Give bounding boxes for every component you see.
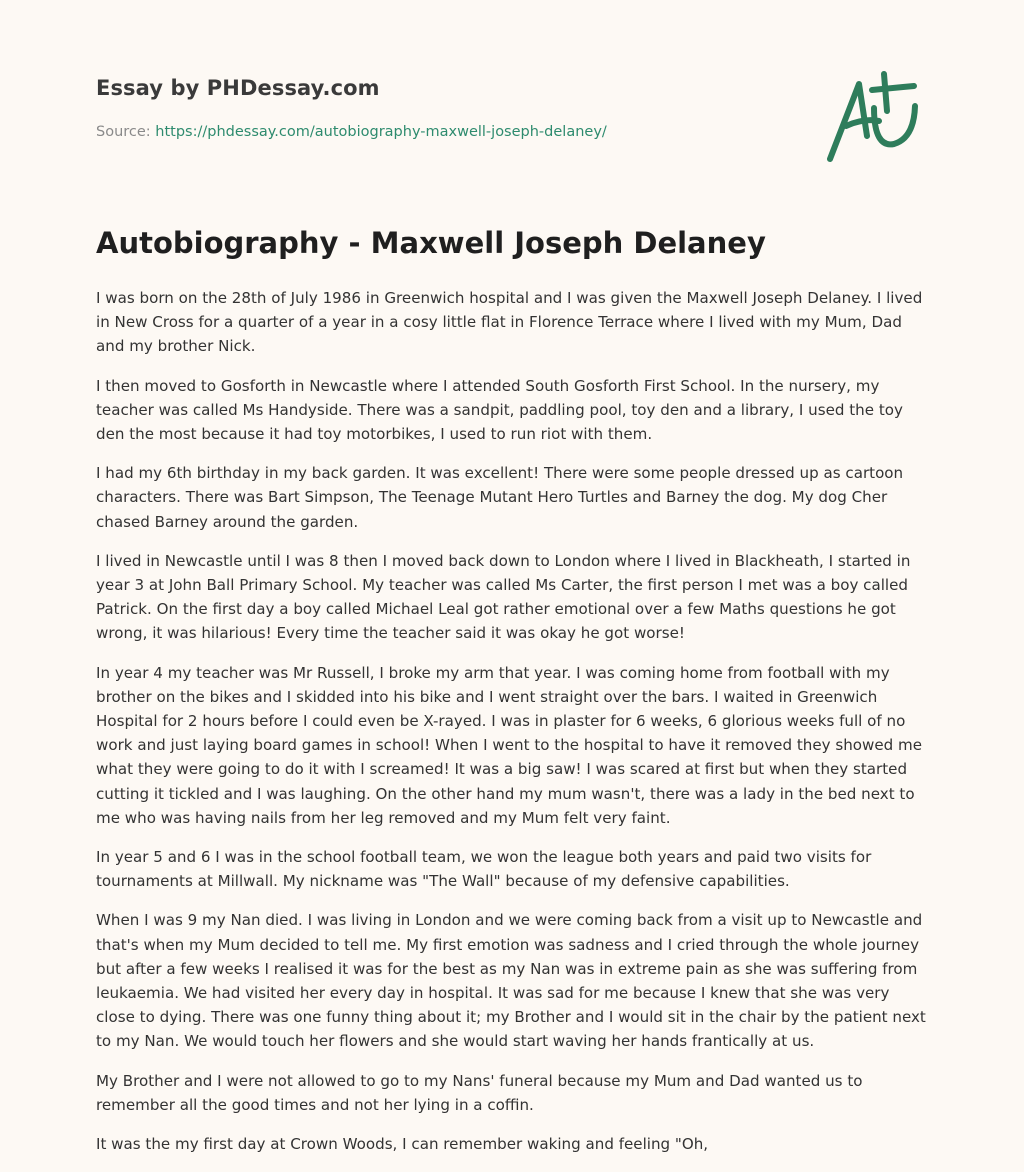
source-link[interactable]: https://phdessay.com/autobiography-maxwell-joseph-delaney/	[155, 124, 607, 140]
source-label: Source:	[96, 124, 151, 140]
site-brand: Essay by PHDessay.com	[96, 76, 380, 100]
paragraph: I had my 6th birthday in my back garden. It was excellent! There were some people dressed up as cartoon characters. There was Bart Simpson, The Teenage Mutant Hero Turtles and Barney the dog. My dog Cher chased Barney around the garden.	[96, 464, 904, 531]
paragraph: In year 5 and 6 I was in the school football team, we won the league both years and paid two visits for tournaments at Millwall. My nickname was "The Wall" because of my defensive capabilities.	[96, 848, 872, 891]
paragraph: When I was 9 my Nan died. I was living in London and we were coming back from a visit up to Newcastle and that's when my Mum decided to tell me. My first emotion was sadness and I cried through the whole journey but after a few weeks I realised it was for the best as my Nan was in extreme pain as she was suffering from leukaemia. We had visited her every day in hospital. It was sad for me because I knew that she was very close to dying. There was one funny thing about it; my Brother and I would sit in the chair by the patient next to my Nan. We would touch her flowers and she would start waving her hands frantically at us.	[96, 911, 926, 1051]
article-body	[96, 286, 932, 1171]
article-title: Autobiography - Maxwell Joseph Delaney	[96, 226, 766, 260]
paragraph: It was the my first day at Crown Woods, I can remember waking and feeling "Oh,	[96, 1135, 709, 1154]
paragraph: My Brother and I were not allowed to go to my Nans' funeral because my Mum and Dad wanted us to remember all the good times and not her lying in a coffin.	[96, 1071, 863, 1114]
paragraph: I was born on the 28th of July 1986 in Greenwich hospital and I was given the Maxwell Joseph Delaney. I lived in New Cross for a quarter of a year in a cosy little flat in Florence Terrace where I lived with my Mum, Dad and my brother Nick.	[96, 289, 923, 356]
source-line	[96, 124, 607, 140]
paragraph: I then moved to Gosforth in Newcastle where I attended South Gosforth First School. In the nursery, my teacher was called Ms Handyside. There was a sandpit, paddling pool, toy den and a library, I used the toy den the most because it had toy motorbikes, I used to run riot with them.	[96, 376, 903, 444]
paragraph: I lived in Newcastle until I was 8 then I moved back down to London where I lived in Blackheath, I started in year 3 at John Ball Primary School. My teacher was called Ms Carter, the first person I met was a boy called Patrick. On the first day a boy called Michael Leal got rather emotional over a few Maths questions he got wrong, it was hilarious! Every time the teacher said it was okay he got worse!	[96, 551, 911, 643]
a-plus-logo-icon	[822, 66, 928, 166]
paragraph: In year 4 my teacher was Mr Russell, I broke my arm that year. I was coming home from football with my brother on the bikes and I skidded into his bike and I went straight over the bars. I waited in Greenwich Hospital for 2 hours before I could even be X-rayed. I was in plaster for 6 weeks, 6 glorious weeks full of no work and just laying board games in school! When I went to the hospital to have it removed they showed me what they were going to do it with I screamed! It was a big saw! I was scared at first but when they started cutting it tickled and I was laughing. On the other hand my mum wasn't, there was a lady in the bed next to me who was having nails from her leg removed and my Mum felt very faint.	[96, 663, 923, 827]
page-header	[96, 76, 796, 140]
